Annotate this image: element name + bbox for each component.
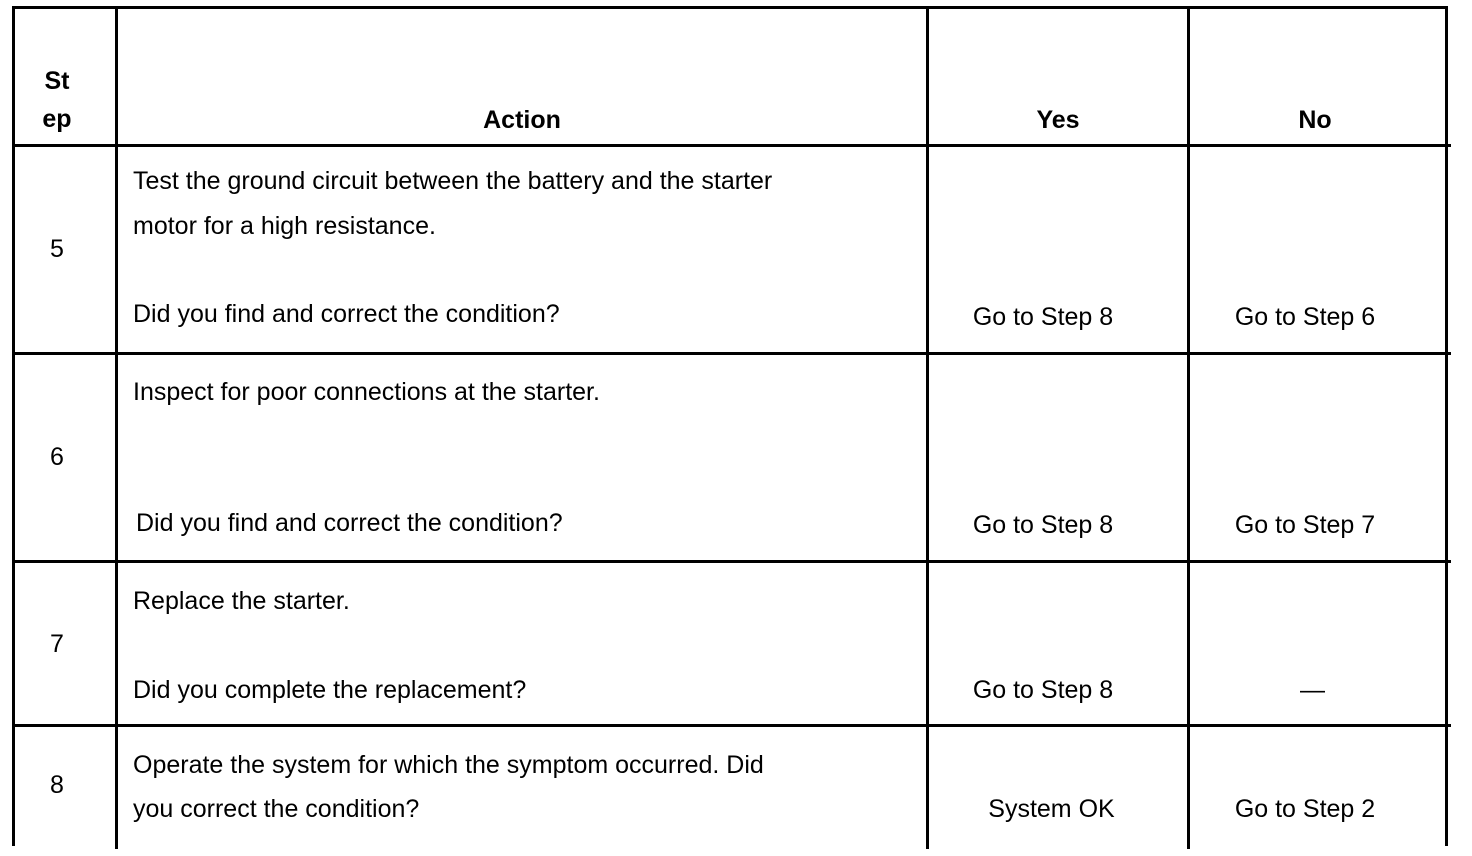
yes-result: System OK	[988, 795, 1115, 823]
action-text: motor for a high resistance.	[133, 212, 436, 240]
yes-result: Go to Step 8	[972, 676, 1114, 704]
header-step: St ep	[42, 67, 72, 133]
action-text: Operate the system for which the symptom occurred. Did	[133, 751, 764, 779]
row-divider	[15, 724, 1451, 727]
step-number: 8	[50, 771, 64, 799]
no-result: Go to Step 6	[1234, 303, 1376, 331]
header-yes: Yes	[1036, 106, 1080, 134]
yes-result: Go to Step 8	[972, 303, 1114, 331]
row-divider	[15, 352, 1451, 355]
yes-result: Go to Step 8	[972, 511, 1114, 539]
action-question: Did you find and correct the condition?	[136, 509, 563, 537]
action-text: Inspect for poor connections at the starter.	[133, 378, 600, 406]
row-divider	[15, 144, 1451, 147]
action-question: Did you complete the replacement?	[133, 676, 527, 704]
action-question: Did you find and correct the condition?	[133, 300, 560, 328]
action-text: Replace the starter.	[133, 587, 350, 615]
diagnostic-table	[12, 6, 1448, 846]
action-text: Test the ground circuit between the battery and the starter	[133, 167, 773, 195]
no-result: Go to Step 2	[1234, 795, 1376, 823]
header-action: Action	[483, 106, 561, 134]
no-result: Go to Step 7	[1234, 511, 1376, 539]
no-result: —	[1300, 676, 1325, 704]
step-number: 6	[50, 443, 64, 471]
header-no: No	[1298, 106, 1332, 134]
row-divider	[15, 560, 1451, 563]
step-number: 7	[50, 630, 64, 658]
step-number: 5	[50, 235, 64, 263]
action-text: you correct the condition?	[133, 795, 420, 823]
